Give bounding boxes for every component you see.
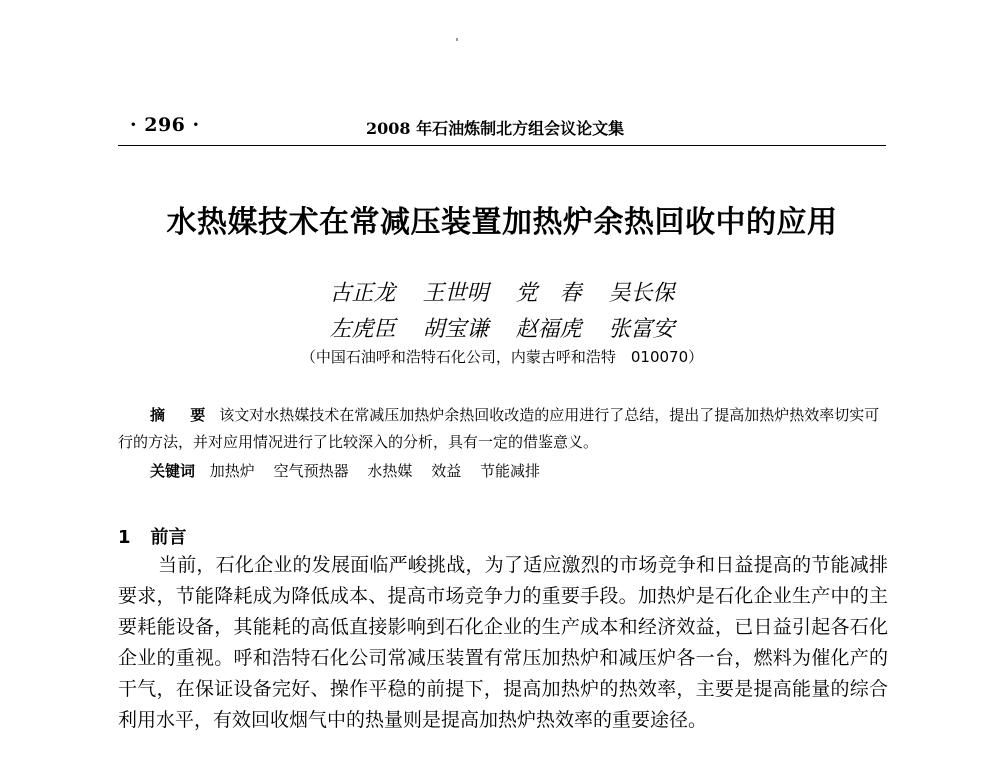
section-title: 前言 bbox=[150, 527, 187, 548]
page-header bbox=[118, 112, 886, 142]
affiliation: （中国石油呼和浩特石化公司，内蒙古呼和浩特 010070） bbox=[300, 348, 704, 366]
section-body bbox=[118, 550, 888, 736]
author: 吴长保 bbox=[608, 281, 675, 306]
author: 赵福虎 bbox=[515, 317, 582, 342]
keyword: 节能减排 bbox=[479, 462, 540, 480]
keyword: 水热媒 bbox=[367, 462, 413, 480]
author: 党 春 bbox=[515, 281, 582, 306]
running-title: 2008 年石油炼制北方组会议论文集 bbox=[366, 119, 625, 138]
keyword: 空气预热器 bbox=[273, 462, 349, 480]
keywords bbox=[150, 460, 554, 481]
scan-speck bbox=[456, 38, 458, 41]
abstract-label: 摘 要 bbox=[150, 406, 216, 424]
abstract bbox=[118, 402, 888, 456]
author: 张富安 bbox=[608, 317, 675, 342]
keywords-label: 关键词 bbox=[150, 462, 196, 480]
abstract-text: 该文对水热媒技术在常减压加热炉余热回收改造的应用进行了总结，提出了提高加热炉热效率切实可行的方法，并对应用情况进行了比较深入的分析，具有一定的借鉴意义。 bbox=[118, 406, 880, 451]
section-heading bbox=[118, 523, 187, 549]
author: 左虎臣 bbox=[329, 317, 396, 342]
header-rule bbox=[118, 145, 886, 146]
author: 古正龙 bbox=[329, 281, 396, 306]
paper-title: 水热媒技术在常减压装置加热炉余热回收中的应用 bbox=[166, 205, 838, 240]
section-number: 1 bbox=[118, 527, 131, 548]
author: 胡宝谦 bbox=[422, 317, 489, 342]
body-paragraph: 当前，石化企业的发展面临严峻挑战，为了适应激烈的市场竞争和日益提高的节能减排要求，节能降耗成为降低成本、提高市场竞争力的重要手段。加热炉是石化企业生产中的主要耗能设备，其能耗的高低直接影响到石化企业的生产成本和经济效益，已日益引起各石化企业的重视。呼和浩特石化公司常减压装置有常压加热炉和减压炉各一台，燃料为催化产的干气，在保证设备完好、操作平稳的前提下，提高加热炉的热效率，主要是提高能量的综合利用水平，有效回收烟气中的热量则是提高加热炉热效率的重要途径。 bbox=[118, 554, 888, 731]
authors-line-1 bbox=[118, 276, 886, 307]
authors-line-2 bbox=[118, 312, 886, 343]
page-number: · 296 · bbox=[130, 114, 200, 136]
keyword: 效益 bbox=[431, 462, 462, 480]
author: 王世明 bbox=[422, 281, 489, 306]
abstract-paragraph bbox=[118, 402, 888, 456]
keyword: 加热炉 bbox=[209, 462, 255, 480]
